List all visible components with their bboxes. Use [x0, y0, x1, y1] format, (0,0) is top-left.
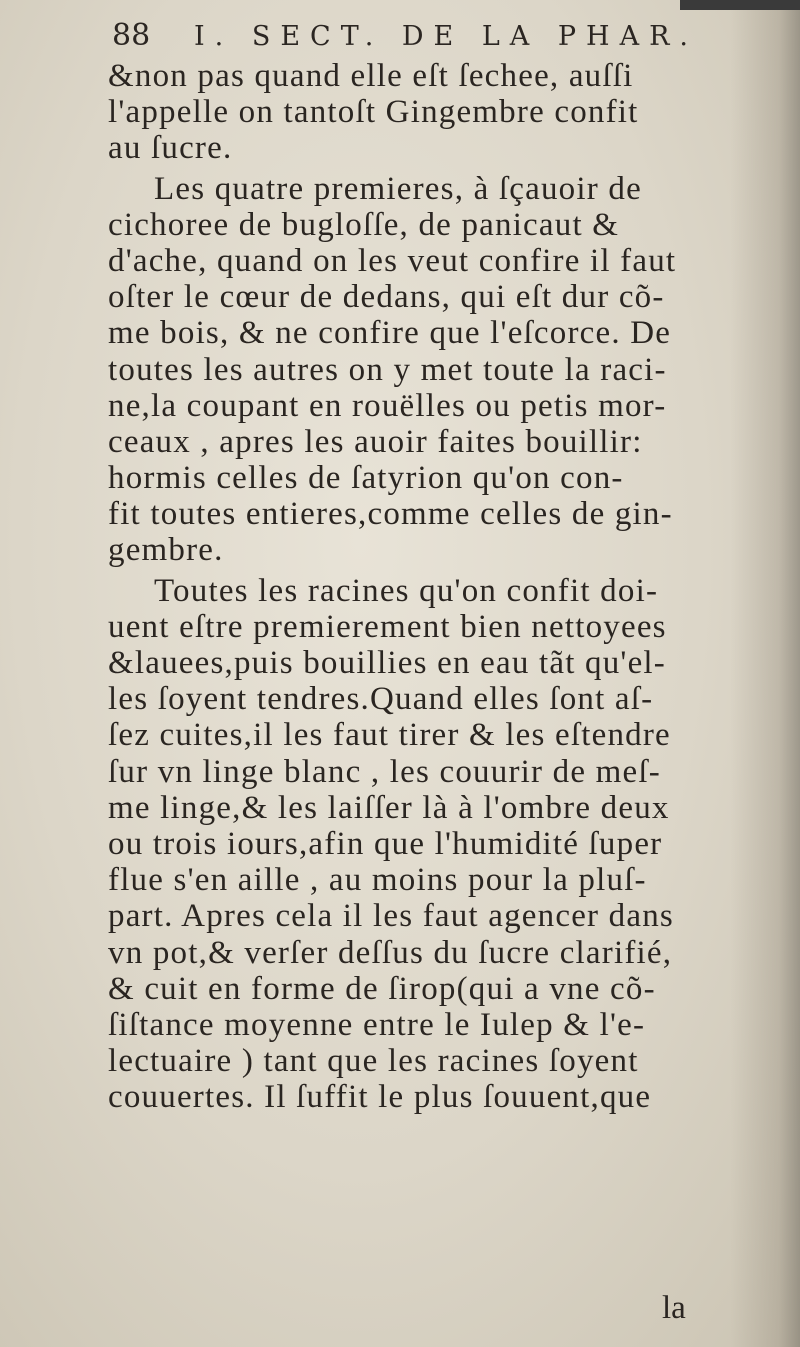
text-line: vn pot,& verſer deſſus du ſucre clarifié,	[108, 934, 673, 971]
text-line: d'ache, quand on les veut confire il faut	[108, 242, 677, 279]
text-line: ceaux , apres les auoir faites bouillir:	[108, 423, 643, 460]
text-line: flue s'en aille , au moins pour la pluſ-	[108, 862, 647, 899]
text-line: ſez cuites,il les faut tirer & les eſtendre	[108, 717, 671, 754]
page-top-edge	[680, 0, 800, 10]
text-line: ſiſtance moyenne entre le Iulep & l'e-	[108, 1006, 646, 1043]
text-line: me bois, & ne confire que l'eſcorce. De	[108, 315, 672, 352]
text-line: lectuaire ) tant que les racines ſoyent	[108, 1043, 639, 1080]
text-line: uent eſtre premierement bien nettoyees	[108, 608, 667, 645]
text-line: ſur vn linge blanc , les couurir de meſ-	[108, 753, 661, 790]
text-line: au ſucre.	[108, 130, 233, 167]
body-text	[108, 58, 778, 1115]
text-line: couuertes. Il ſuffit le plus ſouuent,que	[108, 1079, 652, 1116]
text-line: ne,la coupant en rouëlles ou petis mor-	[108, 387, 667, 424]
text-line: part. Apres cela il les faut agencer dans	[108, 898, 674, 935]
text-line: & cuit en forme de ſirop(qui a vne cõ-	[108, 970, 656, 1007]
text-line: fit toutes entieres,comme celles de gin-	[108, 496, 673, 533]
page-number: 88	[112, 18, 151, 53]
text-line: l'appelle on tantoſt Gingembre confit	[108, 94, 639, 131]
paragraph-start-line: Toutes les racines qu'on confit doi-	[154, 572, 659, 609]
text-line: cichoree de bugloſſe, de panicaut &	[108, 206, 620, 243]
running-header	[112, 14, 732, 58]
text-line: ou trois iours,afin que l'humidité ſuper	[108, 825, 663, 862]
running-title: I. SECT. DE LA PHAR.	[194, 21, 698, 52]
text-line: me linge,& les laiſſer là à l'ombre deux	[108, 789, 670, 826]
text-line: les ſoyent tendres.Quand elles ſont aſ-	[108, 681, 654, 718]
text-line: hormis celles de ſatyrion qu'on con-	[108, 460, 624, 497]
catchword: la	[662, 1290, 686, 1326]
text-line: gembre.	[108, 532, 224, 569]
text-line: oſter le cœur de dedans, qui eſt dur cõ-	[108, 279, 665, 316]
paragraph-start-line: Les quatre premieres, à ſçauoir de	[154, 170, 642, 207]
text-line: &lauees,puis bouillies en eau tãt qu'el-	[108, 645, 666, 681]
text-line: &non pas quand elle eſt ſechee, auſſi	[108, 58, 634, 94]
text-line: toutes les autres on y met toute la raci-	[108, 351, 667, 388]
